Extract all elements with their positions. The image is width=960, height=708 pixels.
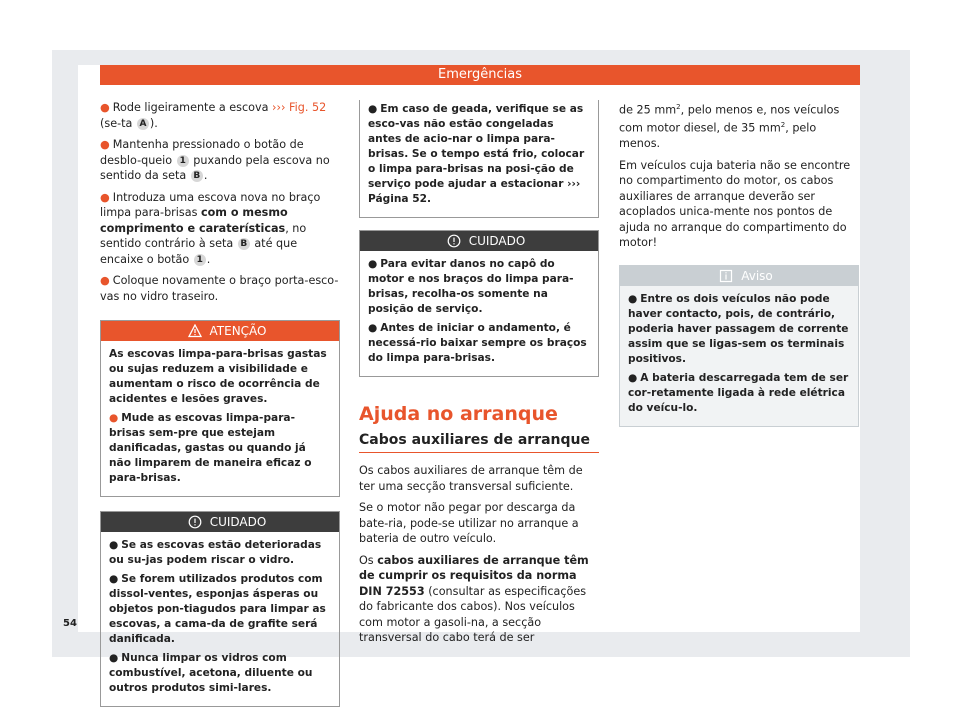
bullet-icon: ● xyxy=(109,412,119,424)
bullet-icon: ● xyxy=(628,371,638,384)
caution-box-body xyxy=(360,251,598,376)
body-paragraph: de 25 $mm^2$, pelo menos e, nos veículos com motor diesel, de 35 $mm^2$, pelo menos. xyxy=(619,103,840,151)
caution-box-body xyxy=(101,532,339,706)
list-item: ● A bateria descarregada tem de ser cor-retamente ligada à rede elétrica do veícu-lo. xyxy=(628,371,849,414)
bullet-icon: ● xyxy=(628,292,638,305)
marker-badge: 1 xyxy=(194,254,206,266)
list-item: ● Se forem utilizados produtos com dissol-ventes, esponjas ásperas ou objetos pon-tiagudos para limpar as escovas, a cama-da de grafite será danificada. xyxy=(109,573,326,645)
bullet-icon: ● xyxy=(109,652,119,664)
section-title: Ajuda no arranque xyxy=(359,403,558,425)
bullet-icon: ● xyxy=(100,138,110,151)
figure-reference-link[interactable]: ››› Fig. 52 xyxy=(272,101,327,114)
page-number: 54 xyxy=(63,618,77,629)
column-middle xyxy=(359,100,599,652)
body-paragraph: Se o motor não pegar por descarga da bate-ria, pode-se utilizar no arranque a bateria de outro veículo. xyxy=(359,501,579,545)
warning-triangle-icon xyxy=(188,324,202,338)
caution-box-header: CUIDADO xyxy=(360,231,598,251)
caution-circle-icon xyxy=(188,515,202,529)
list-item: ● Para evitar danos no capô do motor e nos braços do limpa para-brisas, recolha-os somente na posição de serviço. xyxy=(368,258,574,315)
bullet-icon: ● xyxy=(368,103,378,115)
marker-badge: B xyxy=(191,170,203,182)
warning-box-header: ATENÇÃO xyxy=(101,321,339,341)
column-right xyxy=(619,100,859,427)
bullet-icon: ● xyxy=(100,274,110,287)
list-item: ● Entre os dois veículos não pode haver contacto, pois, de contrário, poderia haver passagem de corrente assim que se ligas-sem os terminais positivos. xyxy=(628,292,849,365)
caution-box xyxy=(100,511,340,707)
step-paragraph: ● Coloque novamente o braço porta-esco-vas no vidro traseiro. xyxy=(100,274,339,303)
note-box xyxy=(619,265,859,427)
body-paragraph: Os cabos auxiliares de arranque têm de ter uma secção transversal suficiente. xyxy=(359,464,583,493)
marker-badge: A xyxy=(137,118,149,130)
caution-box-continued xyxy=(359,100,599,218)
caution-box xyxy=(359,230,599,377)
info-icon xyxy=(719,269,733,283)
body-paragraph: Os cabos auxiliares de arranque têm de cumprir os requisitos da norma DIN 72553 (consultar as especificações do fabricante dos cabos). Nos veículos com motor a gasoli-na, a secção transversal do cabo terá de ser xyxy=(359,553,589,644)
list-item: ● Nunca limpar os vidros com combustível, acetona, diluente ou outros produtos simi-lares. xyxy=(109,652,313,694)
step-paragraph: ● Rode ligeiramente a escova ››› Fig. 52 (se-ta A ). xyxy=(100,101,327,130)
bullet-icon: ● xyxy=(100,101,110,114)
warning-box xyxy=(100,320,340,497)
step-paragraph: ● Mantenha pressionado o botão de desblo-queio 1 puxando pela escova no sentido da seta B . xyxy=(100,138,330,182)
bullet-icon: ● xyxy=(368,322,378,334)
page-reference-link[interactable]: ››› Página 52 xyxy=(368,178,581,205)
caution-circle-icon xyxy=(447,234,461,248)
step-paragraph: ● Introduza uma escova nova no braço limpa para-brisas com o mesmo comprimento e caraterísticas, no sentido contrário à seta B até que encaixe o botão 1 . xyxy=(100,190,321,266)
list-item: ● Mude as escovas limpa-para-brisas sem-pre que estejam danificadas, gastas ou quando já não limparem de maneira eficaz o para-brisas. xyxy=(109,412,312,484)
caution-box-header: CUIDADO xyxy=(101,512,339,532)
warning-box-body: As escovas limpa-para-brisas gastas ou sujas reduzem a visibilidade e aumentam o risco de ocorrência de acidentes e lesões graves. ● Mude as escovas limpa-para-brisas sem-pre que estejam danificadas, gastas ou quando já não limparem de maneira eficaz o para-brisas. xyxy=(101,341,339,496)
chapter-header: Emergências xyxy=(100,65,860,85)
list-item: ● Em caso de geada, verifique se as esco-vas não estão congeladas antes de acio-nar o limpa para-brisas. Se o tempo está frio, colocar o limpa para-brisas na posi-ção de serviço pode ajudar a estacionar ››› Página 52. xyxy=(368,103,585,205)
subsection-title: Cabos auxiliares de arranque xyxy=(359,433,599,454)
list-item: ● Antes de iniciar o andamento, é necessá-rio baixar sempre os braços do limpa para-brisas. xyxy=(368,322,587,364)
caution-box-body xyxy=(360,100,598,217)
marker-badge: 1 xyxy=(177,155,189,167)
marker-badge: B xyxy=(238,238,250,250)
body-paragraph: Em veículos cuja bateria não se encontre no compartimento do motor, os cabos auxiliares de arranque deverão ser acoplados unica-mente nos pontos de ajuda no arranque do compartimento do motor! xyxy=(619,158,851,250)
bullet-icon: ● xyxy=(109,539,119,551)
list-item: ● Se as escovas estão deterioradas ou su-jas podem riscar o vidro. xyxy=(109,539,322,566)
bullet-icon: ● xyxy=(100,190,110,204)
note-box-header: Aviso xyxy=(620,266,858,286)
note-box-body xyxy=(620,286,858,426)
bullet-icon: ● xyxy=(109,573,119,585)
bullet-icon: ● xyxy=(368,258,378,270)
column-left xyxy=(100,100,340,707)
